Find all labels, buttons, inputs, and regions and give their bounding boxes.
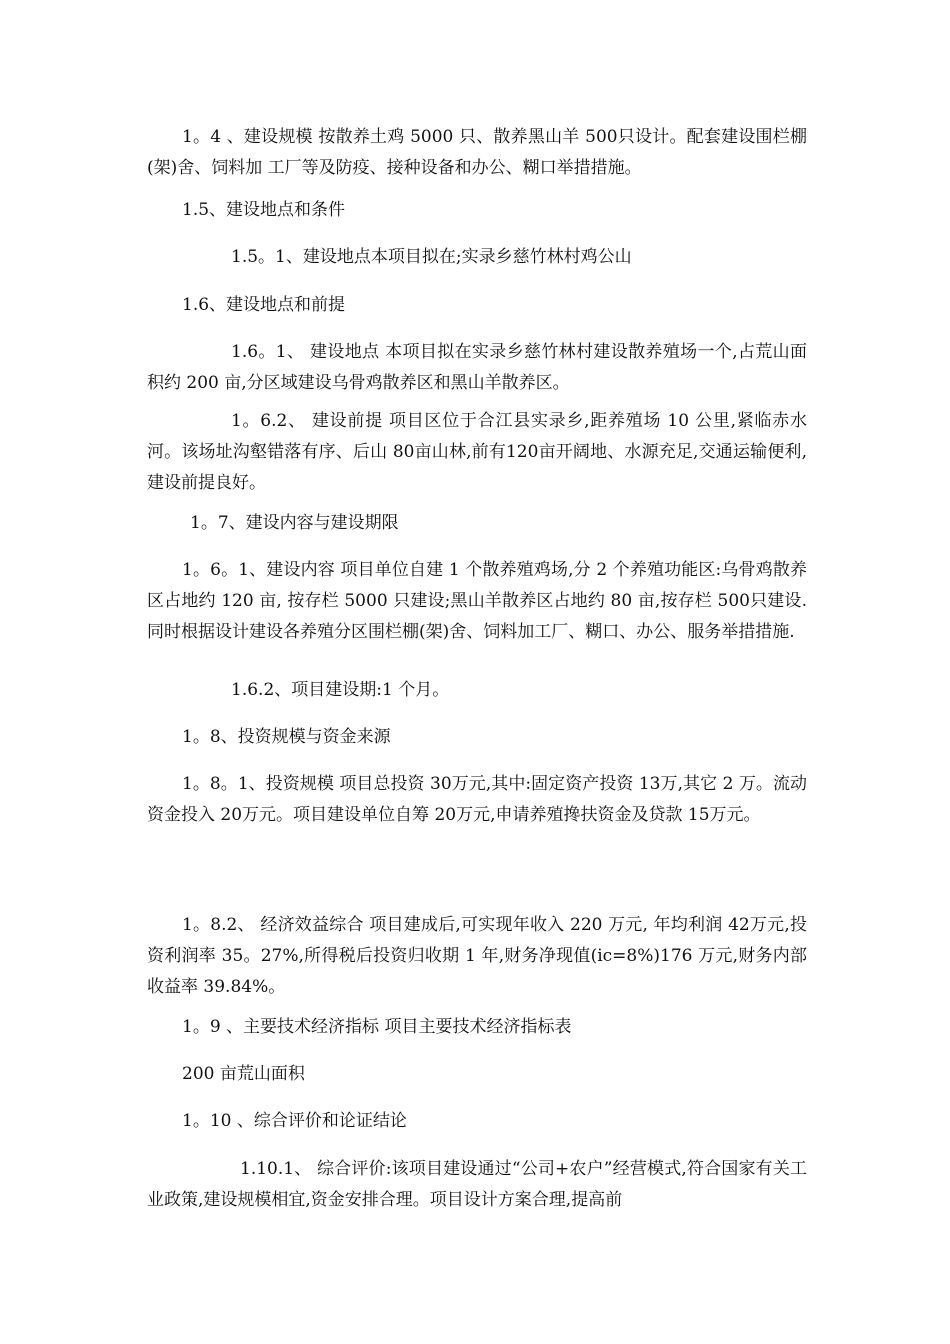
paragraph-construction-content: 1。6。1、建设内容 项目单位自建 1 个散养殖鸡场,分 2 个养殖功能区:乌骨鸡散养区占地约 120 亩, 按存栏 5000 只建设;黑山羊散养区占地约 80 亩,按存栏 500只建设.同时根据设计建设各养殖分区围栏棚(架)舍、饲料加工厂、糊口、办公、服务举措措施. xyxy=(147,560,807,642)
paragraph-construction-premise: 1。6.2、 建设前提 项目区位于合江县实录乡,距养殖场 10 公里,紧临赤水河。该场址沟壑错落有序、后山 80亩山林,前有120亩开阔地、水源充足,交通运输便利,建设前提良好。 xyxy=(147,411,807,493)
paragraph-economic-benefit: 1。8.2、 经济效益综合 项目建成后,可实现年收入 220 万元, 年均利润 42万元,投资利润率 35。27%,所得税后投资归收期 1 年,财务净现值(ic=8%)176 万元,财务内部收益率 39.84%。 xyxy=(147,915,807,997)
heading-evaluation-conclusion: 1。10 、综合评价和论证结论 xyxy=(182,1111,407,1131)
heading-technical-indicators: 1。9 、主要技术经济指标 项目主要技术经济指标表 xyxy=(182,1017,572,1037)
paragraph-comprehensive-evaluation: 1.10.1、 综合评价:该项目建设通过“公司+农户”经营模式,符合国家有关工业政策,建设规模相宜,资金安排合理。项目设计方案合理,提高前 xyxy=(147,1159,807,1210)
paragraph-location-detail: 1.6。1、 建设地点 本项目拟在实录乡慈竹林村建设散养殖场一个,占荒山面积约 200 亩,分区域建设乌骨鸡散养区和黑山羊散养区。 xyxy=(147,342,807,393)
paragraph-location: 1.5。1、建设地点本项目拟在;实录乡慈竹林村鸡公山 xyxy=(231,247,632,267)
heading-location-conditions: 1.5、建设地点和条件 xyxy=(182,200,346,220)
heading-investment: 1。8、投资规模与资金来源 xyxy=(182,727,391,747)
heading-content-period: 1。7、建设内容与建设期限 xyxy=(190,513,399,533)
paragraph-investment-scale: 1。8。1、投资规模 项目总投资 30万元,其中:固定资产投资 13万,其它 2 万。流动资金投入 20万元。项目建设单位自筹 20万元,申请养殖搀扶资金及贷款 15万元。 xyxy=(147,774,807,825)
heading-location-premise: 1.6、建设地点和前提 xyxy=(182,295,346,315)
paragraph-construction-scale: 1。4 、建设规模 按散养土鸡 5000 只、散养黑山羊 500只设计。配套建设围栏棚(架)舍、饲料加 工厂等及防疫、接种设备和办公、糊口举措措施。 xyxy=(147,127,807,178)
paragraph-construction-period: 1.6.2、项目建设期:1 个月。 xyxy=(231,680,450,700)
paragraph-land-area: 200 亩荒山面积 xyxy=(182,1064,305,1084)
